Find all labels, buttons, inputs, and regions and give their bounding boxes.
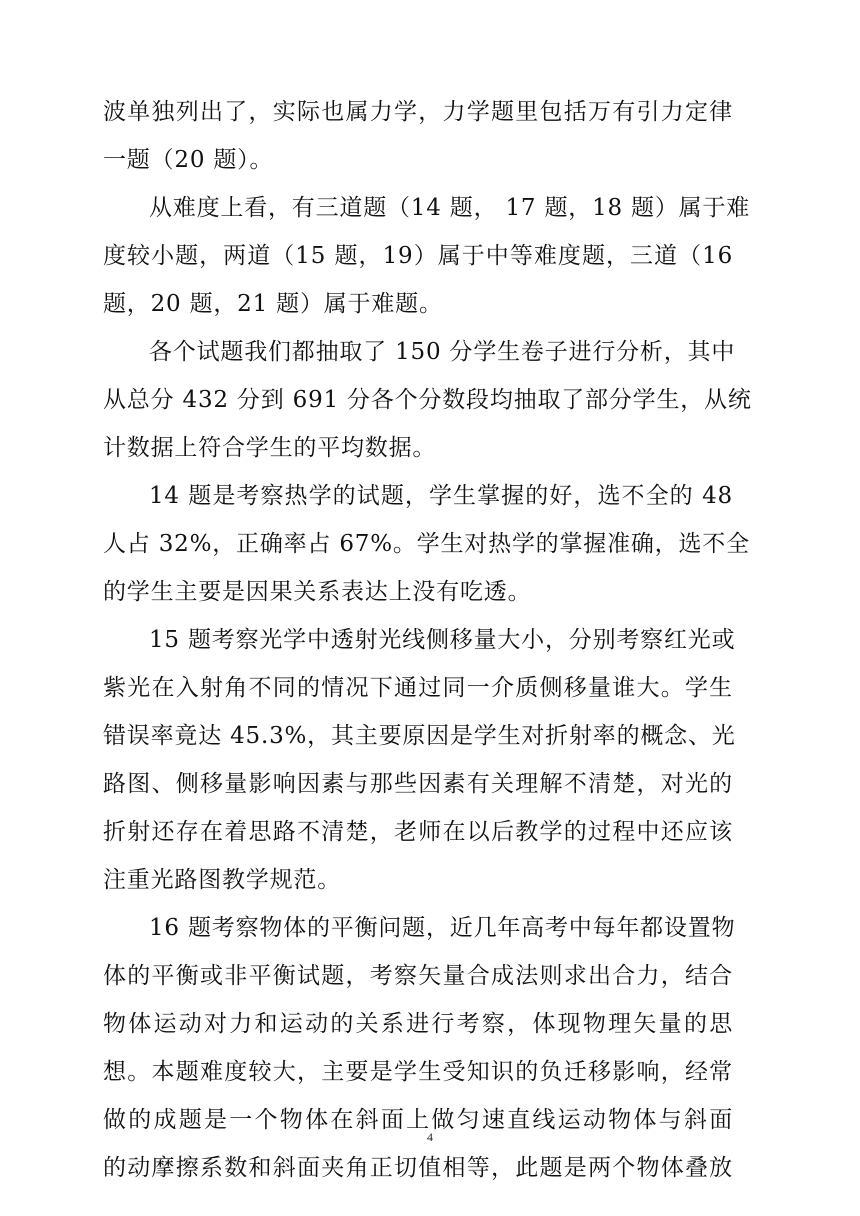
text-line: 物体运动对力和运动的关系进行考察，体现物理矢量的思 bbox=[103, 1011, 733, 1037]
text-line: 从难度上看，有三道题（14 题， 17 题，18 题）属于难 bbox=[149, 195, 751, 221]
text-line: 计数据上符合学生的平均数据。 bbox=[103, 435, 437, 461]
text-line: 想。本题难度较大，主要是学生受知识的负迁移影响，经常 bbox=[103, 1059, 733, 1085]
text-line: 路图、侧移量影响因素与那些因素有关理解不清楚，对光的 bbox=[103, 771, 733, 797]
text-line: 错误率竟达 45.3%，其主要原因是学生对折射率的概念、光 bbox=[103, 723, 736, 749]
text-line: 各个试题我们都抽取了 150 分学生卷子进行分析，其中 bbox=[149, 339, 736, 365]
text-line: 16 题考察物体的平衡问题，近几年高考中每年都设置物 bbox=[149, 915, 736, 941]
text-line: 14 题是考察热学的试题，学生掌握的好，选不全的 48 bbox=[149, 483, 733, 509]
text-line: 度较小题，两道（15 题，19）属于中等难度题，三道（16 bbox=[103, 243, 733, 269]
text-line: 注重光路图教学规范。 bbox=[103, 867, 341, 893]
text-line: 人占 32%，正确率占 67%。学生对热学的掌握准确，选不全 bbox=[103, 531, 750, 557]
text-line: 做的成题是一个物体在斜面上做匀速直线运动物体与斜面 bbox=[103, 1107, 733, 1133]
text-line: 的动摩擦系数和斜面夹角正切值相等，此题是两个物体叠放 bbox=[103, 1155, 733, 1181]
text-line: 紫光在入射角不同的情况下通过同一介质侧移量谁大。学生 bbox=[103, 675, 733, 701]
text-line: 题，20 题，21 题）属于难题。 bbox=[103, 291, 443, 317]
text-line: 15 题考察光学中透射光线侧移量大小，分别考察红光或 bbox=[149, 627, 736, 653]
text-line: 的学生主要是因果关系表达上没有吃透。 bbox=[103, 579, 532, 605]
body-text bbox=[103, 88, 752, 1192]
text-line: 体的平衡或非平衡试题，考察矢量合成法则求出合力，结合 bbox=[103, 963, 733, 989]
text-line: 折射还存在着思路不清楚，老师在以后教学的过程中还应该 bbox=[103, 819, 733, 845]
text-line: 波单独列出了，实际也属力学，力学题里包括万有引力定律 bbox=[103, 99, 733, 125]
text-line: 一题（20 题）。 bbox=[103, 147, 274, 173]
page-number: 4 bbox=[427, 1130, 433, 1144]
text-line: 从总分 432 分到 691 分各个分数段均抽取了部分学生，从统 bbox=[103, 387, 752, 413]
